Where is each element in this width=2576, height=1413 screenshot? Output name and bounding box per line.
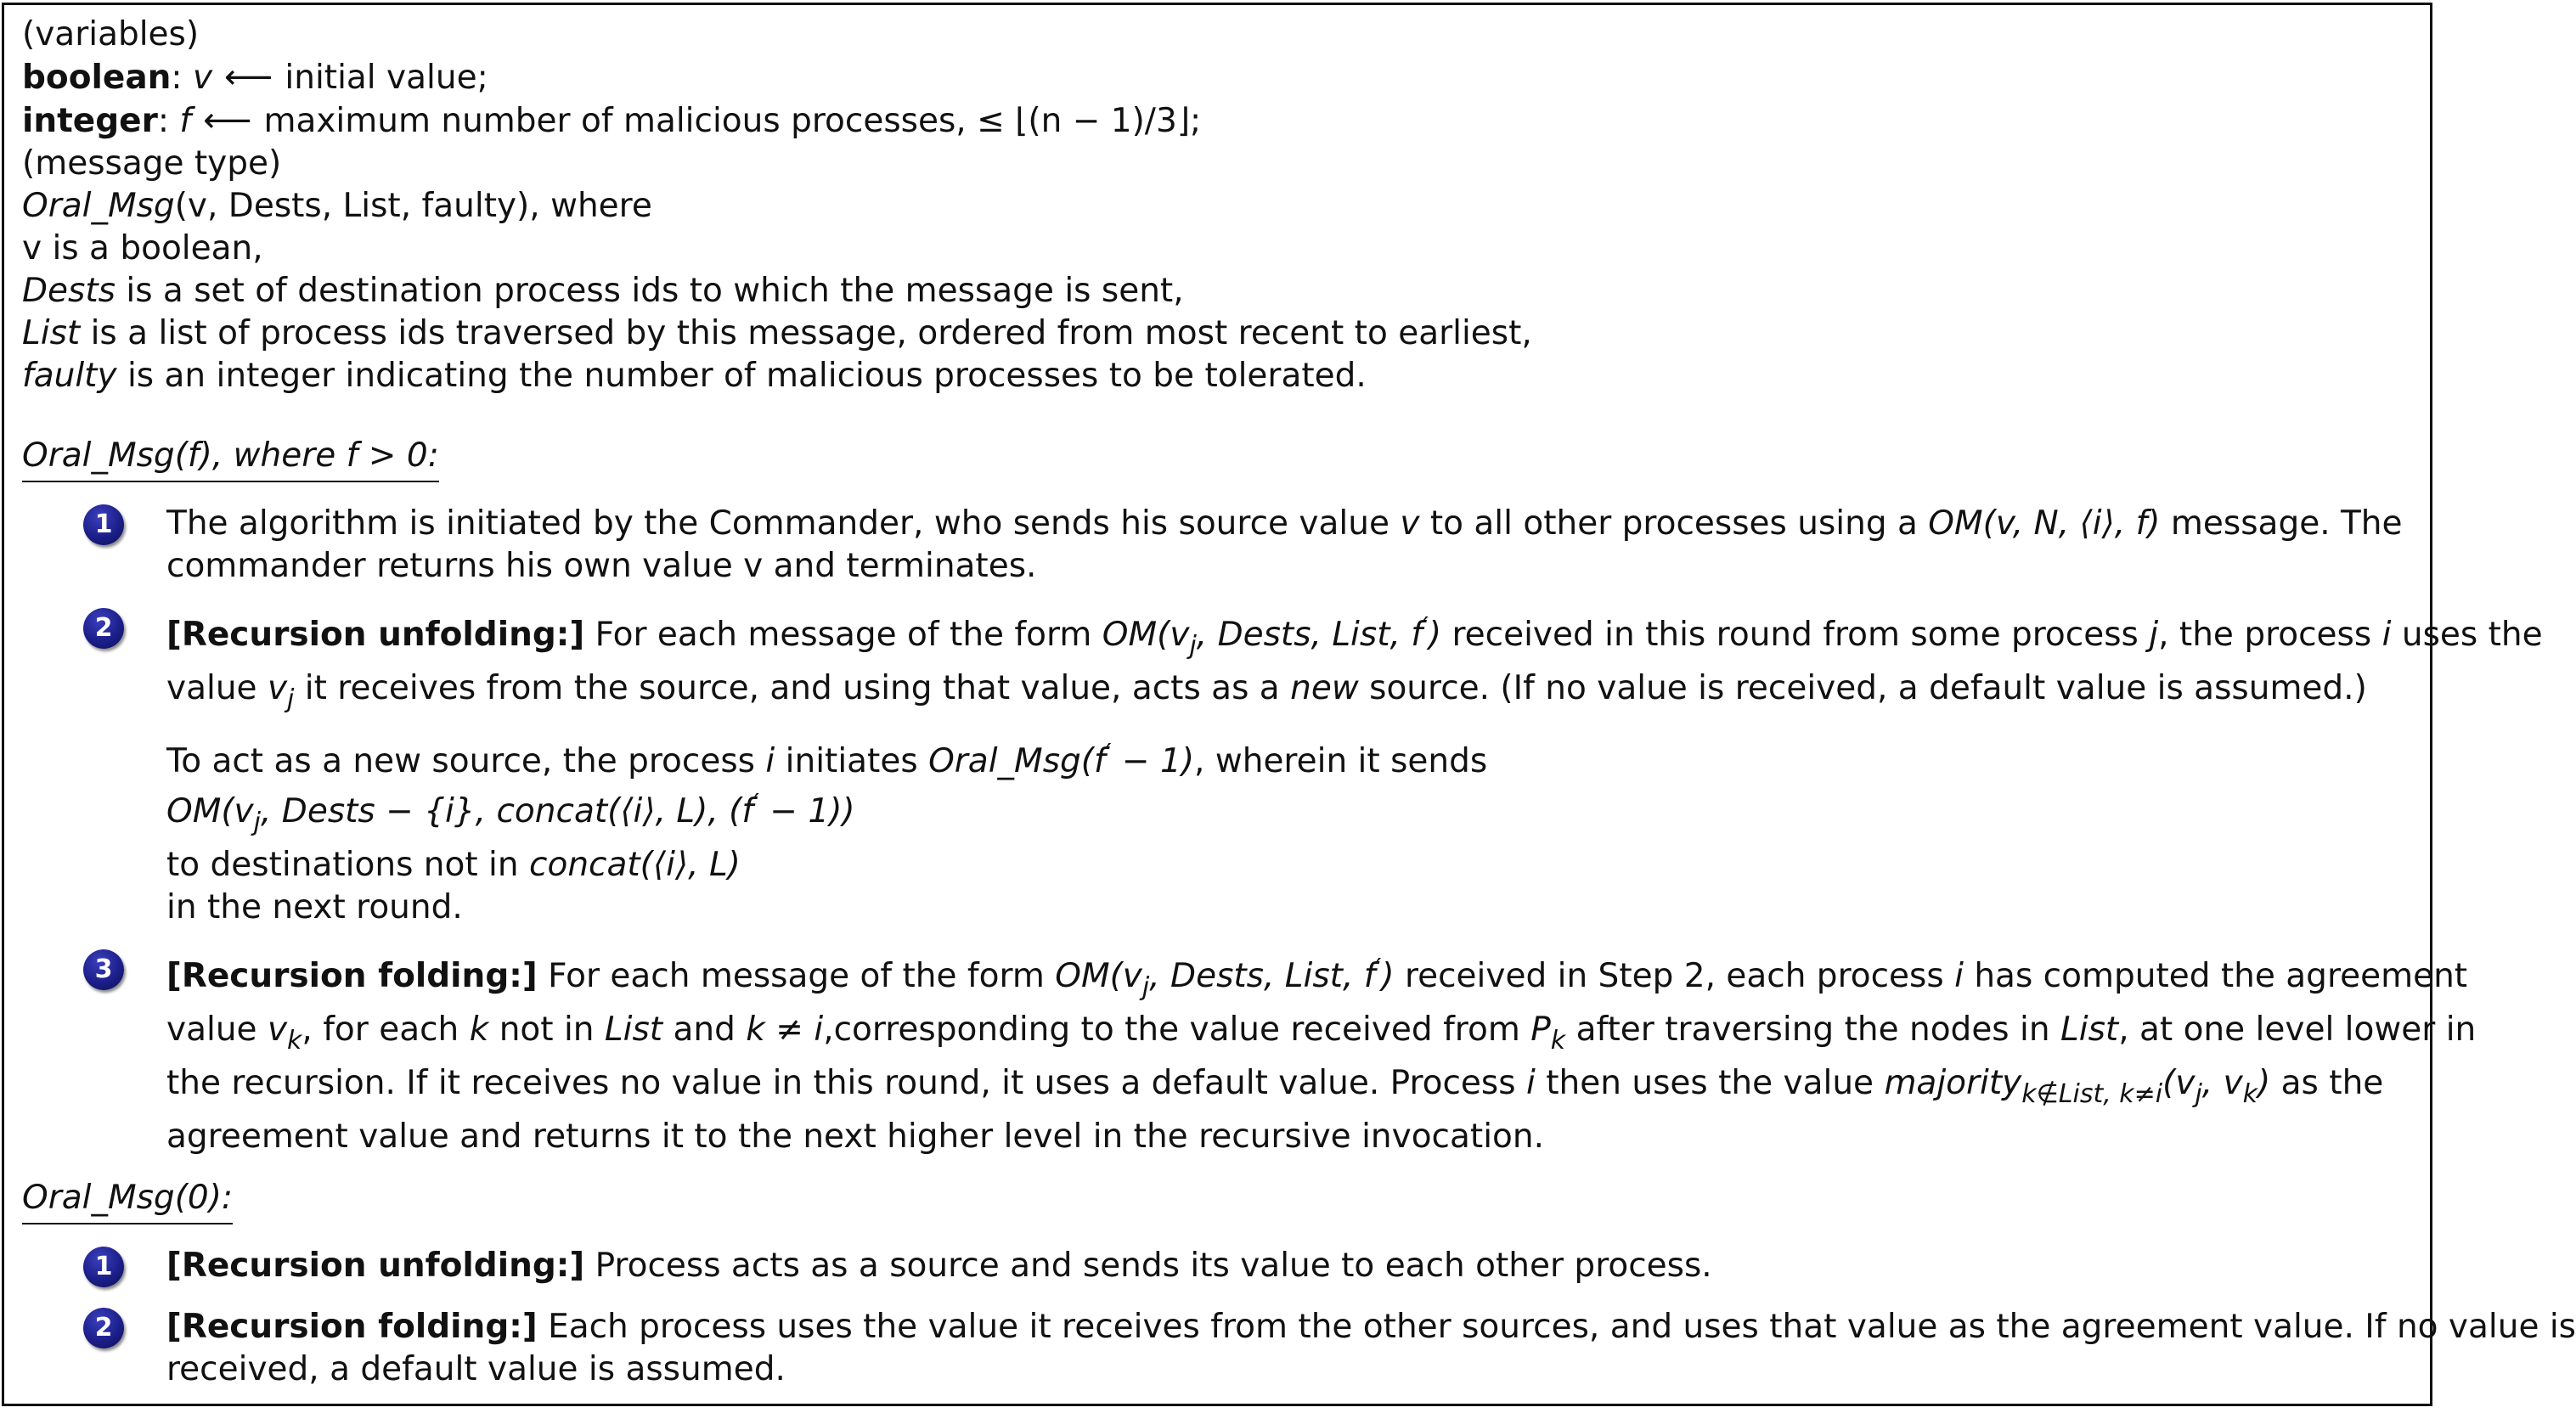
steps-0 [22,1245,2576,1391]
message-desc-list: List is a list of process ids traversed by this message, ordered from most recent to earliest, [22,314,1532,352]
assign-arrow-icon: ⟵ [224,58,273,97]
assign-arrow-icon: ⟵ [203,101,252,140]
step-number-badge: 1 [83,504,124,545]
section-title-f: Oral_Msg(f), where f > 0: [22,435,439,482]
step-0-1: 1 [Recursion unfolding:] Process acts as a source and sends its value to each other process. [22,1245,2426,1287]
step-number-badge: 2 [83,608,124,649]
message-desc-dests: Dests is a set of destination process ids to which the message is sent, [22,272,1184,310]
integer-declaration: integer: f ⟵ maximum number of malicious processes, ≤ ⌊(n − 1)/3⌋; [22,101,1202,140]
step-f-3: 3 [Recursion folding:] For each message of the form $OM(v_j$, Dests, List, f′) received in Step 2, each process i has computed the agreement value $v_k$, for each k not in List and k ≠ i,corresponding to the value received from $P_k$ after traversing the nodes in List, at one level lower in the recursion. If it receives no value in this round, it uses a default value. Process i then uses the value $majority_{k\notin List, k\ne i}(v_j$, $v_k$) as the agreement value and returns it to the next higher level in the recursive invocation. [22,948,2426,1158]
step-f-1: 1 The algorithm is initiated by the Commander, who sends his source value v to all other processes using a OM(v, N, ⟨i⟩, f) message. The commander returns his own value v and terminates. [22,503,2426,588]
variables-heading: (variables) [22,15,200,53]
step-f-2: 2 [Recursion unfolding:] For each message of the form $OM(v_j$, Dests, List, f′) received in this round from some process j, the process i uses the value $v_j$ it receives from the source, and using that value, acts as a new source. (If no value is received, a default value is assumed.) To act as a new source, the process i initiates Oral_Msg(f′ − 1), wherein it sends $OM(v_j$, Dests − {i}, concat(⟨i⟩, L), (f′ − 1)) to destinations not in concat(⟨i⟩, L) in the next round. [22,606,2426,929]
step-number-badge: 2 [83,1308,124,1348]
step-number-badge: 1 [83,1247,124,1287]
message-signature: Oral_Msg(v, Dests, List, faulty), where [22,187,652,225]
step-0-2: 2 [Recursion folding:] Each process uses the value it receives from the other sources, and uses that value as the agreement value. If no value is received, a default value is assumed. [22,1306,2426,1391]
message-desc-faulty: faulty is an integer indicating the number of malicious processes to be tolerated. [22,357,1367,395]
integer-bound: ≤ ⌊(n − 1)/3⌋; [977,102,1202,140]
section-title-0: Oral_Msg(0): [22,1177,233,1224]
steps-f [22,503,2543,1158]
boolean-declaration: boolean: v ⟵ initial value; [22,58,488,97]
step-number-badge: 3 [83,949,124,990]
algorithm-content [22,14,2576,1410]
message-type-heading: (message type) [22,144,282,183]
message-desc-v: v is a boolean, [22,229,263,267]
